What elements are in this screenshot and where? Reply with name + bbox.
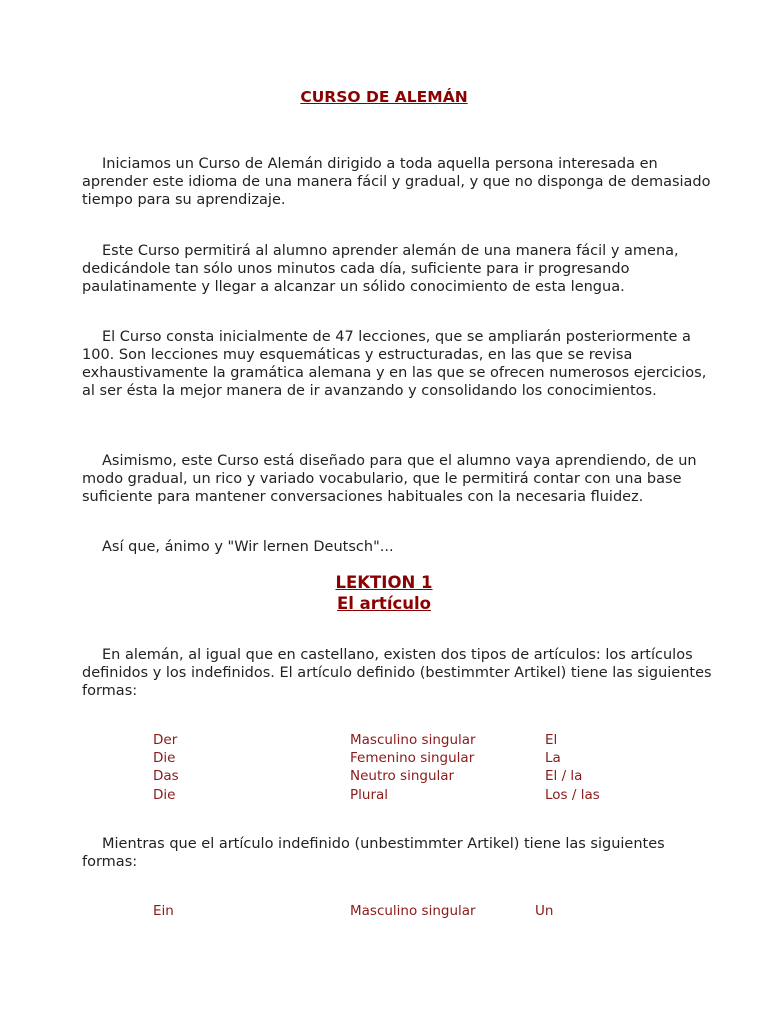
definite-table-row: [0, 731, 768, 749]
intro-paragraph-1: Iniciamos un Curso de Alemán dirigido a toda aquella persona interesada en aprender este idioma de una manera fácil y gradual, y que no disponga de demasiado tiempo para su aprendizaje.: [82, 156, 711, 208]
article-form: Das: [153, 768, 179, 784]
definite-article-intro: En alemán, al igual que en castellano, existen dos tipos de artículos: los artículos definidos y los indefinidos. El artículo definido (bestimmter Artikel) tiene las siguientes formas:: [82, 647, 712, 699]
article-translation: La: [545, 750, 561, 766]
article-gender: Neutro singular: [350, 768, 455, 784]
intro-paragraph-5: Así que, ánimo y "Wir lernen Deutsch"...: [102, 539, 394, 555]
article-form: Die: [153, 787, 176, 803]
article-form: Die: [153, 750, 176, 766]
intro-paragraph-2: Este Curso permitirá al alumno aprender alemán de una manera fácil y amena, dedicándole tan sólo unos minutos cada día, suficiente para ir progresando paulatinamente y llegar a alcanzar un sólido conocimiento de esta lengua.: [82, 243, 679, 295]
indefinite-article-intro: Mientras que el artículo indefinido (unbestimmter Artikel) tiene las siguientes formas:: [82, 836, 665, 870]
article-form: Ein: [153, 903, 174, 919]
lesson-heading: LEKTION 1: [335, 573, 433, 592]
indefinite-table-row: [0, 902, 768, 920]
article-translation: El: [545, 732, 558, 748]
document-title: CURSO DE ALEMÁN: [300, 88, 468, 106]
definite-table-row: [0, 767, 768, 785]
article-translation: Los / las: [545, 787, 600, 803]
intro-paragraph-3: El Curso consta inicialmente de 47 lecciones, que se ampliarán posteriormente a 100. Son lecciones muy esquemáticas y estructuradas, en las que se revisa exhaustivamente la gramática alemana y en las que se ofrecen numerosos ejercicios, al ser ésta la mejor manera de ir avanzando y consolidando los conocimientos.: [82, 329, 707, 399]
definite-table-row: [0, 786, 768, 804]
article-gender: Femenino singular: [350, 750, 475, 766]
article-form: Der: [153, 732, 178, 748]
article-translation: El / la: [545, 768, 583, 784]
article-translation: Un: [535, 903, 554, 919]
article-gender: Masculino singular: [350, 732, 476, 748]
definite-table-row: [0, 749, 768, 767]
article-gender: Plural: [350, 787, 389, 803]
article-gender: Masculino singular: [350, 903, 476, 919]
lesson-subheading: El artículo: [336, 594, 431, 613]
intro-paragraph-4: Asimismo, este Curso está diseñado para que el alumno vaya aprendiendo, de un modo gradual, un rico y variado vocabulario, que le permitirá contar con una base suficiente para mantener conversaciones habituales con la necesaria fluidez.: [82, 453, 697, 505]
